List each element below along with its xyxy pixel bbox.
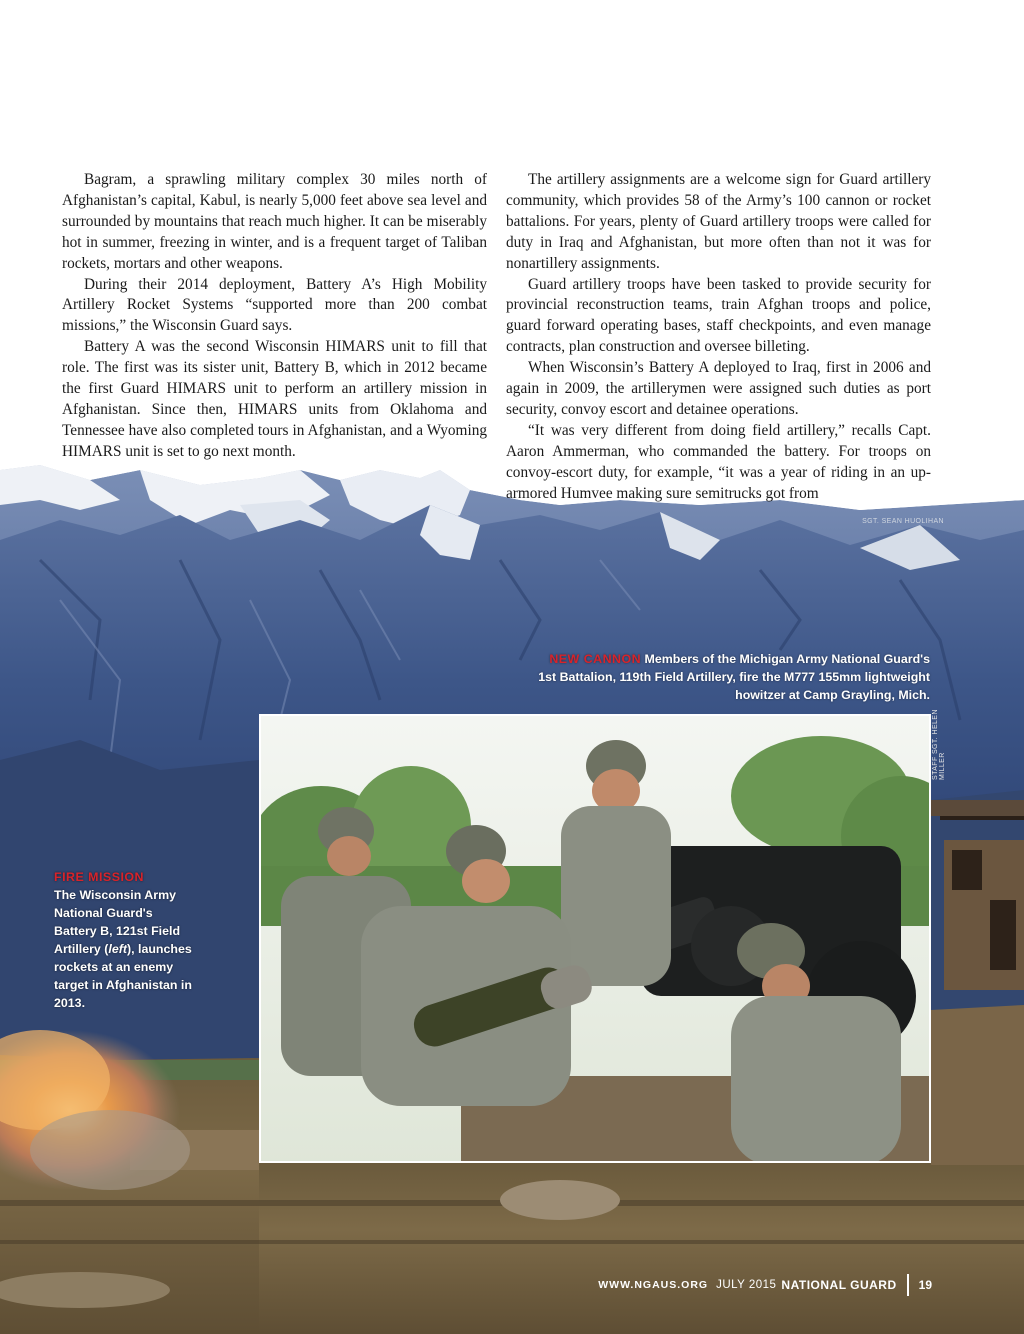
paragraph: When Wisconsin’s Battery A deployed to Iraq, first in 2006 and again in 2009, the artillerymen were assigned such duties as port security, convoy escort and detainee operations. (506, 359, 931, 418)
caption-heading: FIRE MISSION (54, 870, 144, 884)
photo-credit-background: SGT. SEAN HUOLIHAN (862, 518, 944, 525)
paragraph: Bagram, a sprawling military complex 30 miles north of Afghanistan’s capital, Kabul, is nearly 5,000 feet above sea level and surrounded by mountains that reach much higher. It can be miserably hot in summer, freezing in winter, and is a frequent target of Taliban rockets, mortars and other weapons. (62, 171, 487, 272)
paragraph: During their 2014 deployment, Battery A’s High Mobility Artillery Rocket Systems “supported more than 200 combat missions,” the Wisconsin Guard says. (62, 275, 487, 335)
issue-date: JULY 2015 (716, 1279, 777, 1291)
divider (907, 1274, 909, 1296)
caption-heading: NEW CANNON (549, 652, 642, 666)
paragraph: Battery A was the second Wisconsin HIMARS unit to fill that role. The first was its sister unit, Battery B, which in 2012 became the first Guard HIMARS unit to perform an artillery mission in Afghanistan. Since then, HIMARS units from Oklahoma and Tennessee have also completed tours in Afghanistan, and a Wyoming HIMARS unit is set to go next month. (62, 338, 487, 460)
page-number: 19 (918, 1278, 932, 1292)
article-column-right (506, 170, 931, 505)
caption-new-cannon (530, 650, 930, 704)
magazine-title: NATIONAL GUARD (781, 1278, 897, 1292)
caption-text-end: ), launches rockets at an enemy target in Afghanistan in 2013. (54, 942, 192, 1010)
page-footer (598, 1274, 932, 1296)
caption-text: Members of the Michigan Army National Guard's 1st Battalion, 119th Field Artillery, fire the M777 155mm lightweight howitzer at Camp Grayling, Mich. (538, 652, 930, 702)
article-column-left (62, 170, 487, 463)
website-link[interactable]: WWW.NGAUS.ORG (598, 1279, 709, 1291)
caption-emphasis: left (108, 942, 127, 956)
caption-fire-mission (54, 868, 194, 1012)
photo-credit-inset: STAFF SGT. HELEN MILLER (932, 709, 946, 780)
caption-text: The Wisconsin Army National Guard's Battery B, 121st Field Artillery ( (54, 888, 181, 956)
paragraph: The artillery assignments are a welcome sign for Guard artillery community, which provides 58 of the Army’s 100 cannon or rocket battalions. For years, plenty of Guard artillery troops were called for duty in Iraq and Afghanistan, but more often than not it was for nonartillery assignments. (506, 171, 931, 272)
howitzer-inset-photo (259, 714, 931, 1163)
paragraph: “It was very different from doing field artillery,” recalls Capt. Aaron Ammerman, who commanded the battery. For troops on convoy-escort duty, for example, “it was a year of riding in an up-armored Humvee making sure semitrucks got from (506, 421, 931, 502)
paragraph: Guard artillery troops have been tasked to provide security for provincial reconstruction teams, train Afghan troops and police, guard forward operating bases, staff checkpoints, and even manage contracts, plan construction and oversee billeting. (506, 275, 931, 356)
